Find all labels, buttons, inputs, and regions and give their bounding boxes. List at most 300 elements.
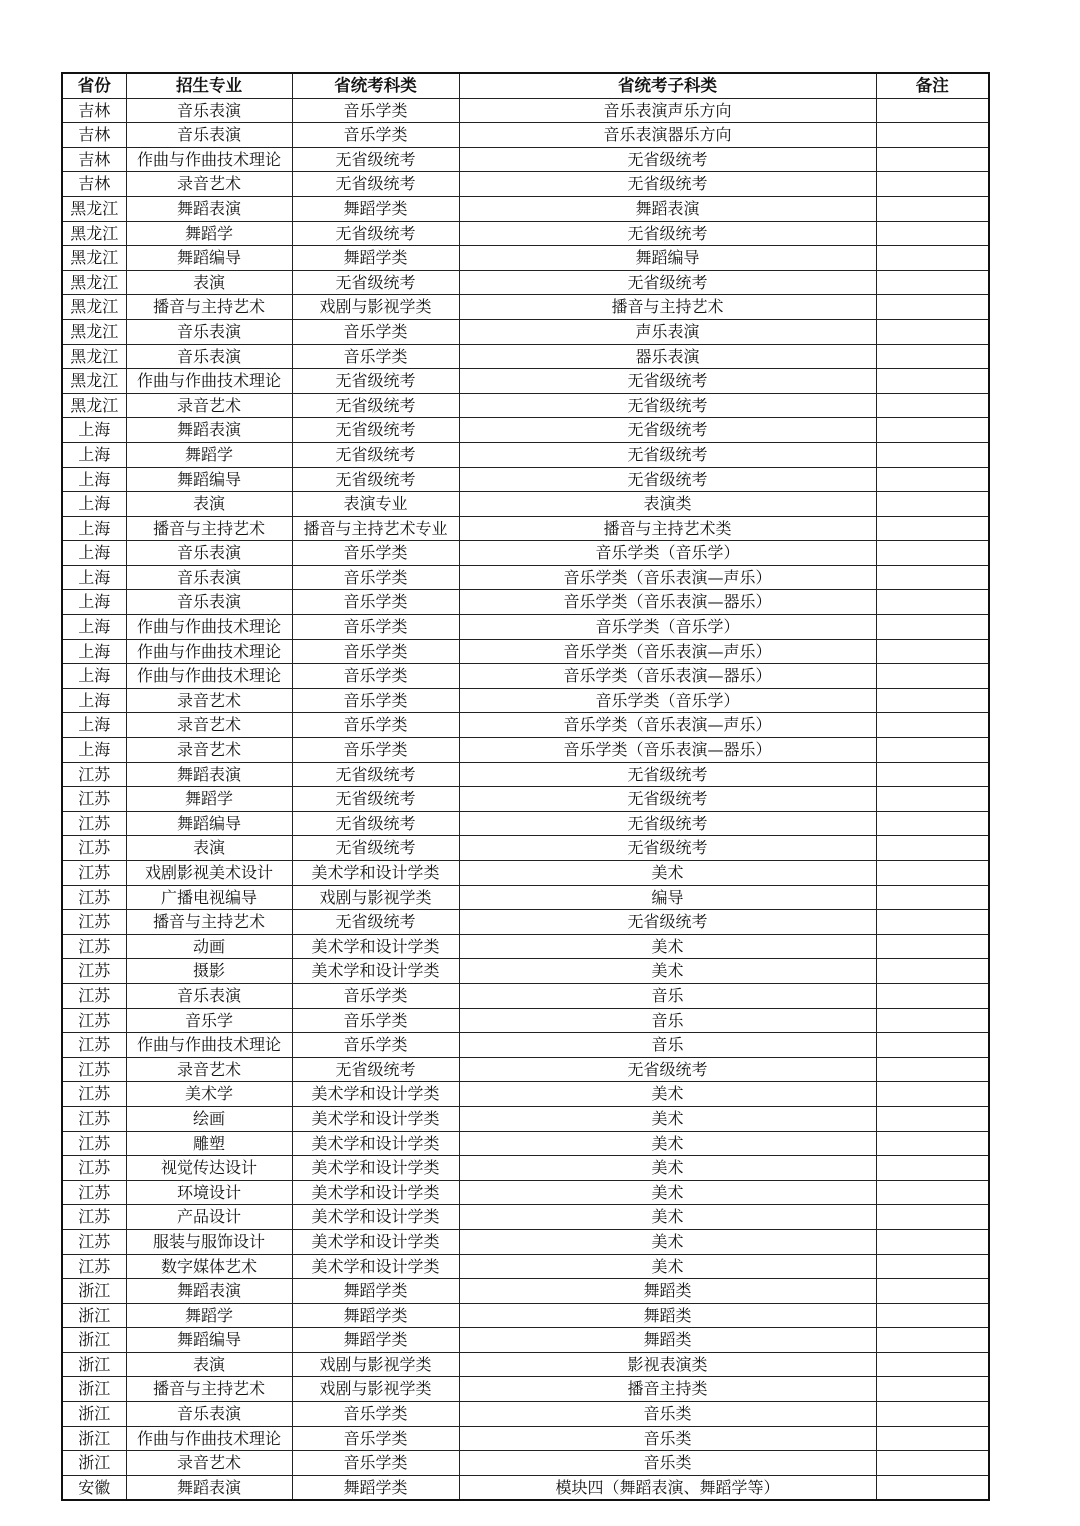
cell-major: 播音与主持艺术 bbox=[126, 295, 292, 320]
cell-exam-category: 戏剧与影视学类 bbox=[292, 885, 459, 910]
table-row bbox=[62, 787, 989, 812]
cell-exam-category: 音乐学类 bbox=[292, 1033, 459, 1058]
cell-exam-subcategory: 舞蹈编导 bbox=[459, 246, 876, 271]
cell-exam-subcategory: 声乐表演 bbox=[459, 319, 876, 344]
cell-exam-subcategory: 无省级统考 bbox=[459, 393, 876, 418]
cell-remarks bbox=[876, 983, 989, 1008]
cell-remarks bbox=[876, 590, 989, 615]
cell-exam-subcategory: 音乐类 bbox=[459, 1426, 876, 1451]
cell-remarks bbox=[876, 664, 989, 689]
cell-exam-category: 美术学和设计学类 bbox=[292, 1156, 459, 1181]
cell-exam-subcategory: 无省级统考 bbox=[459, 811, 876, 836]
cell-exam-subcategory: 美术 bbox=[459, 1156, 876, 1181]
cell-exam-category: 无省级统考 bbox=[292, 811, 459, 836]
cell-remarks bbox=[876, 319, 989, 344]
cell-exam-category: 无省级统考 bbox=[292, 467, 459, 492]
cell-province: 江苏 bbox=[62, 811, 126, 836]
cell-exam-category: 音乐学类 bbox=[292, 664, 459, 689]
cell-exam-category: 美术学和设计学类 bbox=[292, 1229, 459, 1254]
table-row bbox=[62, 1352, 989, 1377]
cell-exam-category: 音乐学类 bbox=[292, 1008, 459, 1033]
cell-province: 江苏 bbox=[62, 885, 126, 910]
table-row bbox=[62, 1205, 989, 1230]
cell-province: 江苏 bbox=[62, 1254, 126, 1279]
cell-exam-category: 无省级统考 bbox=[292, 1057, 459, 1082]
cell-remarks bbox=[876, 418, 989, 443]
table-row bbox=[62, 590, 989, 615]
cell-remarks bbox=[876, 442, 989, 467]
cell-exam-category: 音乐学类 bbox=[292, 98, 459, 123]
cell-exam-subcategory: 音乐类 bbox=[459, 1402, 876, 1427]
cell-remarks bbox=[876, 295, 989, 320]
cell-province: 江苏 bbox=[62, 836, 126, 861]
cell-province: 浙江 bbox=[62, 1303, 126, 1328]
cell-province: 江苏 bbox=[62, 1082, 126, 1107]
cell-exam-category: 舞蹈学类 bbox=[292, 1475, 459, 1500]
cell-province: 上海 bbox=[62, 541, 126, 566]
cell-remarks bbox=[876, 713, 989, 738]
table-row bbox=[62, 1328, 989, 1353]
cell-province: 江苏 bbox=[62, 1033, 126, 1058]
table-row bbox=[62, 1057, 989, 1082]
cell-exam-subcategory: 美术 bbox=[459, 1180, 876, 1205]
table-row bbox=[62, 1254, 989, 1279]
cell-major: 录音艺术 bbox=[126, 713, 292, 738]
cell-major: 舞蹈表演 bbox=[126, 1279, 292, 1304]
table-row bbox=[62, 123, 989, 148]
cell-exam-subcategory: 无省级统考 bbox=[459, 442, 876, 467]
cell-major: 戏剧影视美术设计 bbox=[126, 861, 292, 886]
table-row bbox=[62, 442, 989, 467]
cell-exam-category: 美术学和设计学类 bbox=[292, 934, 459, 959]
cell-exam-subcategory: 美术 bbox=[459, 1106, 876, 1131]
cell-exam-category: 无省级统考 bbox=[292, 369, 459, 394]
cell-province: 江苏 bbox=[62, 1057, 126, 1082]
cell-remarks bbox=[876, 959, 989, 984]
cell-major: 表演 bbox=[126, 270, 292, 295]
cell-remarks bbox=[876, 1352, 989, 1377]
cell-major: 舞蹈学 bbox=[126, 221, 292, 246]
cell-exam-category: 音乐学类 bbox=[292, 541, 459, 566]
cell-exam-subcategory: 音乐学类（音乐表演—声乐） bbox=[459, 565, 876, 590]
cell-exam-category: 音乐学类 bbox=[292, 983, 459, 1008]
table-row bbox=[62, 516, 989, 541]
cell-exam-subcategory: 器乐表演 bbox=[459, 344, 876, 369]
cell-exam-subcategory: 影视表演类 bbox=[459, 1352, 876, 1377]
table-row bbox=[62, 1279, 989, 1304]
table-row bbox=[62, 467, 989, 492]
cell-exam-category: 音乐学类 bbox=[292, 590, 459, 615]
admission-table-sheet bbox=[61, 72, 988, 1501]
cell-exam-category: 舞蹈学类 bbox=[292, 246, 459, 271]
table-row bbox=[62, 1426, 989, 1451]
cell-remarks bbox=[876, 270, 989, 295]
cell-major: 舞蹈编导 bbox=[126, 811, 292, 836]
cell-exam-subcategory: 音乐学类（音乐表演—器乐） bbox=[459, 664, 876, 689]
table-row bbox=[62, 1402, 989, 1427]
cell-major: 录音艺术 bbox=[126, 172, 292, 197]
cell-exam-subcategory: 音乐学类（音乐表演—声乐） bbox=[459, 713, 876, 738]
cell-exam-category: 音乐学类 bbox=[292, 615, 459, 640]
cell-remarks bbox=[876, 123, 989, 148]
table-row bbox=[62, 738, 989, 763]
table-row bbox=[62, 1451, 989, 1476]
cell-province: 江苏 bbox=[62, 910, 126, 935]
table-row bbox=[62, 492, 989, 517]
cell-exam-category: 表演专业 bbox=[292, 492, 459, 517]
cell-remarks bbox=[876, 1426, 989, 1451]
table-row bbox=[62, 983, 989, 1008]
cell-remarks bbox=[876, 1402, 989, 1427]
cell-province: 安徽 bbox=[62, 1475, 126, 1500]
cell-province: 上海 bbox=[62, 713, 126, 738]
cell-province: 江苏 bbox=[62, 1229, 126, 1254]
cell-province: 上海 bbox=[62, 492, 126, 517]
cell-remarks bbox=[876, 196, 989, 221]
table-row bbox=[62, 836, 989, 861]
cell-remarks bbox=[876, 246, 989, 271]
cell-major: 播音与主持艺术 bbox=[126, 1377, 292, 1402]
cell-exam-subcategory: 无省级统考 bbox=[459, 467, 876, 492]
cell-province: 黑龙江 bbox=[62, 295, 126, 320]
cell-province: 吉林 bbox=[62, 98, 126, 123]
cell-major: 音乐表演 bbox=[126, 983, 292, 1008]
cell-exam-category: 音乐学类 bbox=[292, 738, 459, 763]
header-row bbox=[62, 73, 989, 98]
cell-province: 浙江 bbox=[62, 1328, 126, 1353]
cell-remarks bbox=[876, 369, 989, 394]
cell-remarks bbox=[876, 910, 989, 935]
cell-exam-subcategory: 美术 bbox=[459, 1131, 876, 1156]
table-row bbox=[62, 664, 989, 689]
cell-major: 美术学 bbox=[126, 1082, 292, 1107]
cell-major: 音乐表演 bbox=[126, 590, 292, 615]
cell-exam-subcategory: 无省级统考 bbox=[459, 787, 876, 812]
cell-exam-subcategory: 美术 bbox=[459, 1229, 876, 1254]
table-row bbox=[62, 393, 989, 418]
table-row bbox=[62, 295, 989, 320]
cell-exam-subcategory: 播音主持类 bbox=[459, 1377, 876, 1402]
cell-major: 舞蹈编导 bbox=[126, 467, 292, 492]
cell-major: 雕塑 bbox=[126, 1131, 292, 1156]
cell-remarks bbox=[876, 738, 989, 763]
cell-major: 环境设计 bbox=[126, 1180, 292, 1205]
cell-remarks bbox=[876, 688, 989, 713]
cell-major: 广播电视编导 bbox=[126, 885, 292, 910]
cell-exam-subcategory: 模块四（舞蹈表演、舞蹈学等） bbox=[459, 1475, 876, 1500]
cell-exam-category: 音乐学类 bbox=[292, 344, 459, 369]
cell-exam-subcategory: 音乐学类（音乐表演—器乐） bbox=[459, 738, 876, 763]
table-row bbox=[62, 615, 989, 640]
cell-remarks bbox=[876, 787, 989, 812]
cell-exam-subcategory: 美术 bbox=[459, 1205, 876, 1230]
cell-exam-category: 美术学和设计学类 bbox=[292, 1180, 459, 1205]
table-row bbox=[62, 98, 989, 123]
cell-remarks bbox=[876, 1377, 989, 1402]
cell-exam-category: 舞蹈学类 bbox=[292, 1279, 459, 1304]
cell-major: 摄影 bbox=[126, 959, 292, 984]
cell-exam-category: 无省级统考 bbox=[292, 910, 459, 935]
cell-remarks bbox=[876, 344, 989, 369]
cell-major: 音乐表演 bbox=[126, 319, 292, 344]
cell-exam-subcategory: 舞蹈类 bbox=[459, 1303, 876, 1328]
cell-major: 舞蹈表演 bbox=[126, 1475, 292, 1500]
cell-major: 作曲与作曲技术理论 bbox=[126, 369, 292, 394]
cell-exam-category: 美术学和设计学类 bbox=[292, 959, 459, 984]
cell-exam-category: 音乐学类 bbox=[292, 319, 459, 344]
cell-exam-subcategory: 美术 bbox=[459, 934, 876, 959]
cell-province: 上海 bbox=[62, 516, 126, 541]
cell-province: 上海 bbox=[62, 467, 126, 492]
cell-major: 音乐学 bbox=[126, 1008, 292, 1033]
table-row bbox=[62, 861, 989, 886]
table-row bbox=[62, 565, 989, 590]
cell-exam-category: 音乐学类 bbox=[292, 565, 459, 590]
cell-remarks bbox=[876, 1008, 989, 1033]
cell-exam-category: 美术学和设计学类 bbox=[292, 1131, 459, 1156]
cell-major: 舞蹈表演 bbox=[126, 418, 292, 443]
table-row bbox=[62, 1131, 989, 1156]
header-exam-subcategory: 省统考子科类 bbox=[459, 73, 876, 98]
cell-exam-category: 音乐学类 bbox=[292, 688, 459, 713]
cell-major: 舞蹈编导 bbox=[126, 246, 292, 271]
table-row bbox=[62, 418, 989, 443]
cell-exam-subcategory: 舞蹈表演 bbox=[459, 196, 876, 221]
table-row bbox=[62, 344, 989, 369]
cell-province: 浙江 bbox=[62, 1451, 126, 1476]
header-major: 招生专业 bbox=[126, 73, 292, 98]
table-row bbox=[62, 319, 989, 344]
header-exam-category: 省统考科类 bbox=[292, 73, 459, 98]
cell-remarks bbox=[876, 1254, 989, 1279]
cell-exam-category: 无省级统考 bbox=[292, 787, 459, 812]
cell-exam-subcategory: 音乐 bbox=[459, 1008, 876, 1033]
cell-exam-category: 播音与主持艺术专业 bbox=[292, 516, 459, 541]
cell-province: 黑龙江 bbox=[62, 344, 126, 369]
cell-major: 绘画 bbox=[126, 1106, 292, 1131]
table-row bbox=[62, 959, 989, 984]
cell-major: 音乐表演 bbox=[126, 98, 292, 123]
cell-exam-category: 戏剧与影视学类 bbox=[292, 1377, 459, 1402]
cell-remarks bbox=[876, 393, 989, 418]
cell-major: 舞蹈学 bbox=[126, 787, 292, 812]
cell-exam-subcategory: 音乐学类（音乐学） bbox=[459, 541, 876, 566]
cell-exam-subcategory: 无省级统考 bbox=[459, 369, 876, 394]
cell-remarks bbox=[876, 1033, 989, 1058]
table-row bbox=[62, 221, 989, 246]
cell-exam-subcategory: 美术 bbox=[459, 861, 876, 886]
cell-province: 浙江 bbox=[62, 1279, 126, 1304]
cell-province: 吉林 bbox=[62, 172, 126, 197]
cell-major: 舞蹈编导 bbox=[126, 1328, 292, 1353]
cell-exam-subcategory: 无省级统考 bbox=[459, 270, 876, 295]
cell-exam-subcategory: 无省级统考 bbox=[459, 418, 876, 443]
cell-major: 服装与服饰设计 bbox=[126, 1229, 292, 1254]
cell-exam-category: 无省级统考 bbox=[292, 442, 459, 467]
cell-exam-category: 舞蹈学类 bbox=[292, 196, 459, 221]
table-row bbox=[62, 713, 989, 738]
cell-exam-category: 美术学和设计学类 bbox=[292, 1106, 459, 1131]
cell-exam-subcategory: 无省级统考 bbox=[459, 147, 876, 172]
table-row bbox=[62, 172, 989, 197]
cell-exam-subcategory: 音乐表演声乐方向 bbox=[459, 98, 876, 123]
cell-exam-subcategory: 表演类 bbox=[459, 492, 876, 517]
cell-province: 上海 bbox=[62, 590, 126, 615]
cell-major: 音乐表演 bbox=[126, 344, 292, 369]
cell-exam-subcategory: 舞蹈类 bbox=[459, 1279, 876, 1304]
cell-exam-category: 无省级统考 bbox=[292, 221, 459, 246]
cell-major: 视觉传达设计 bbox=[126, 1156, 292, 1181]
cell-remarks bbox=[876, 1303, 989, 1328]
cell-exam-category: 无省级统考 bbox=[292, 147, 459, 172]
cell-remarks bbox=[876, 1156, 989, 1181]
cell-province: 黑龙江 bbox=[62, 246, 126, 271]
cell-province: 上海 bbox=[62, 688, 126, 713]
table-row bbox=[62, 811, 989, 836]
cell-exam-subcategory: 播音与主持艺术 bbox=[459, 295, 876, 320]
cell-province: 浙江 bbox=[62, 1426, 126, 1451]
cell-province: 上海 bbox=[62, 639, 126, 664]
cell-remarks bbox=[876, 861, 989, 886]
cell-exam-category: 无省级统考 bbox=[292, 172, 459, 197]
cell-province: 江苏 bbox=[62, 787, 126, 812]
cell-remarks bbox=[876, 516, 989, 541]
cell-province: 上海 bbox=[62, 565, 126, 590]
cell-exam-subcategory: 音乐类 bbox=[459, 1451, 876, 1476]
cell-province: 江苏 bbox=[62, 1180, 126, 1205]
cell-exam-subcategory: 无省级统考 bbox=[459, 1057, 876, 1082]
cell-remarks bbox=[876, 1475, 989, 1500]
table-row bbox=[62, 1008, 989, 1033]
table-row bbox=[62, 910, 989, 935]
table-row bbox=[62, 1377, 989, 1402]
cell-province: 浙江 bbox=[62, 1352, 126, 1377]
table-row bbox=[62, 762, 989, 787]
cell-province: 浙江 bbox=[62, 1402, 126, 1427]
cell-remarks bbox=[876, 492, 989, 517]
cell-exam-category: 无省级统考 bbox=[292, 393, 459, 418]
table-row bbox=[62, 369, 989, 394]
cell-major: 录音艺术 bbox=[126, 738, 292, 763]
cell-province: 江苏 bbox=[62, 959, 126, 984]
cell-remarks bbox=[876, 565, 989, 590]
cell-province: 黑龙江 bbox=[62, 393, 126, 418]
cell-province: 上海 bbox=[62, 418, 126, 443]
table-row bbox=[62, 1106, 989, 1131]
cell-province: 江苏 bbox=[62, 1008, 126, 1033]
cell-major: 音乐表演 bbox=[126, 565, 292, 590]
cell-remarks bbox=[876, 1082, 989, 1107]
cell-exam-subcategory: 播音与主持艺术类 bbox=[459, 516, 876, 541]
header-province: 省份 bbox=[62, 73, 126, 98]
cell-exam-category: 音乐学类 bbox=[292, 123, 459, 148]
table-row bbox=[62, 196, 989, 221]
table-row bbox=[62, 246, 989, 271]
cell-remarks bbox=[876, 1131, 989, 1156]
cell-major: 产品设计 bbox=[126, 1205, 292, 1230]
cell-exam-category: 美术学和设计学类 bbox=[292, 1082, 459, 1107]
cell-remarks bbox=[876, 147, 989, 172]
cell-exam-category: 音乐学类 bbox=[292, 1402, 459, 1427]
cell-major: 录音艺术 bbox=[126, 393, 292, 418]
table-row bbox=[62, 1180, 989, 1205]
cell-major: 播音与主持艺术 bbox=[126, 516, 292, 541]
cell-remarks bbox=[876, 1279, 989, 1304]
cell-remarks bbox=[876, 1180, 989, 1205]
cell-province: 浙江 bbox=[62, 1377, 126, 1402]
cell-major: 音乐表演 bbox=[126, 541, 292, 566]
cell-remarks bbox=[876, 639, 989, 664]
cell-exam-category: 音乐学类 bbox=[292, 639, 459, 664]
table-row bbox=[62, 885, 989, 910]
cell-remarks bbox=[876, 1328, 989, 1353]
cell-exam-category: 美术学和设计学类 bbox=[292, 1254, 459, 1279]
cell-exam-subcategory: 无省级统考 bbox=[459, 836, 876, 861]
cell-exam-subcategory: 音乐学类（音乐学） bbox=[459, 688, 876, 713]
cell-exam-subcategory: 无省级统考 bbox=[459, 762, 876, 787]
cell-province: 黑龙江 bbox=[62, 270, 126, 295]
cell-exam-subcategory: 音乐 bbox=[459, 1033, 876, 1058]
cell-major: 录音艺术 bbox=[126, 1057, 292, 1082]
cell-exam-category: 美术学和设计学类 bbox=[292, 1205, 459, 1230]
cell-major: 播音与主持艺术 bbox=[126, 910, 292, 935]
cell-remarks bbox=[876, 615, 989, 640]
cell-remarks bbox=[876, 1205, 989, 1230]
cell-remarks bbox=[876, 221, 989, 246]
cell-remarks bbox=[876, 885, 989, 910]
cell-exam-subcategory: 美术 bbox=[459, 959, 876, 984]
table-row bbox=[62, 688, 989, 713]
cell-exam-category: 音乐学类 bbox=[292, 1426, 459, 1451]
cell-province: 吉林 bbox=[62, 147, 126, 172]
cell-exam-subcategory: 音乐学类（音乐表演—声乐） bbox=[459, 639, 876, 664]
cell-province: 上海 bbox=[62, 738, 126, 763]
cell-province: 江苏 bbox=[62, 861, 126, 886]
cell-exam-category: 戏剧与影视学类 bbox=[292, 295, 459, 320]
cell-remarks bbox=[876, 811, 989, 836]
cell-remarks bbox=[876, 1451, 989, 1476]
cell-exam-category: 无省级统考 bbox=[292, 836, 459, 861]
cell-major: 动画 bbox=[126, 934, 292, 959]
cell-major: 表演 bbox=[126, 492, 292, 517]
cell-remarks bbox=[876, 934, 989, 959]
cell-major: 舞蹈学 bbox=[126, 442, 292, 467]
header-remarks: 备注 bbox=[876, 73, 989, 98]
cell-province: 江苏 bbox=[62, 934, 126, 959]
cell-exam-subcategory: 美术 bbox=[459, 1082, 876, 1107]
cell-province: 上海 bbox=[62, 615, 126, 640]
cell-exam-category: 舞蹈学类 bbox=[292, 1328, 459, 1353]
cell-exam-category: 音乐学类 bbox=[292, 1451, 459, 1476]
cell-major: 作曲与作曲技术理论 bbox=[126, 664, 292, 689]
cell-exam-category: 无省级统考 bbox=[292, 418, 459, 443]
cell-exam-subcategory: 编导 bbox=[459, 885, 876, 910]
cell-remarks bbox=[876, 98, 989, 123]
cell-major: 作曲与作曲技术理论 bbox=[126, 639, 292, 664]
cell-major: 录音艺术 bbox=[126, 1451, 292, 1476]
cell-province: 吉林 bbox=[62, 123, 126, 148]
cell-exam-subcategory: 无省级统考 bbox=[459, 172, 876, 197]
cell-exam-category: 音乐学类 bbox=[292, 713, 459, 738]
table-body bbox=[62, 98, 989, 1500]
cell-exam-category: 无省级统考 bbox=[292, 270, 459, 295]
cell-major: 表演 bbox=[126, 836, 292, 861]
cell-province: 江苏 bbox=[62, 1106, 126, 1131]
cell-exam-category: 美术学和设计学类 bbox=[292, 861, 459, 886]
cell-exam-category: 无省级统考 bbox=[292, 762, 459, 787]
cell-province: 上海 bbox=[62, 664, 126, 689]
cell-province: 上海 bbox=[62, 442, 126, 467]
